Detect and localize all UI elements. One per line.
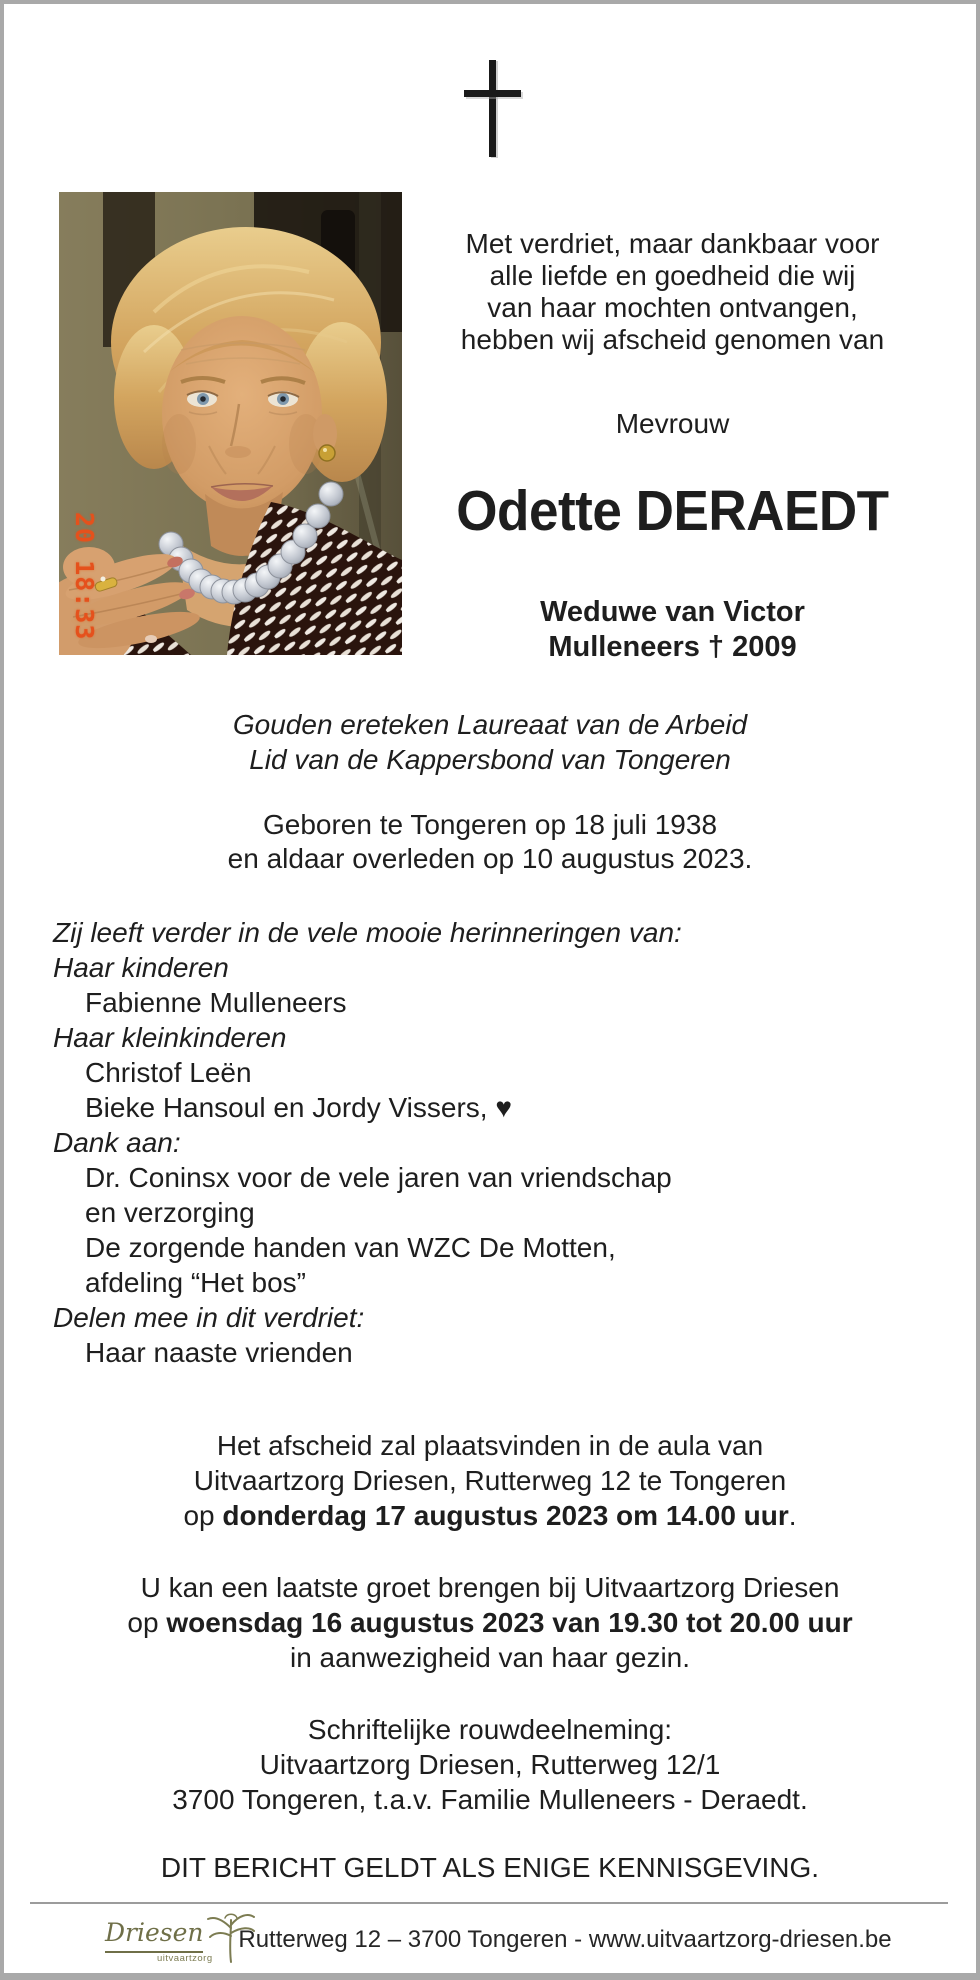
visitation-info	[0, 1570, 980, 1675]
family-member: Bieke Hansoul en Jordy Vissers, ♥	[85, 1092, 512, 1123]
intro-line: alle liefde en goedheid die wij	[489, 260, 856, 291]
visitation-date-prefix: op	[127, 1607, 167, 1638]
life-dates-line: en aldaar overleden op 10 augustus 2023.	[227, 843, 753, 874]
condolence-line: 3700 Tongeren, t.a.v. Familie Mulleneers - Deraedt.	[172, 1784, 808, 1815]
logo-subtitle: uitvaartzorg	[157, 1953, 213, 1964]
funeral-date: donderdag 17 augustus 2023 om 14.00 uur	[222, 1500, 789, 1531]
footer-address: Rutterweg 12 – 3700 Tongeren - www.uitvaartzorg-driesen.be	[238, 1926, 892, 1953]
deceased-name	[385, 481, 960, 541]
widow-of	[385, 595, 960, 665]
salutation: Mevrouw	[615, 408, 730, 439]
photo-timestamp: 20 18:33	[70, 512, 99, 641]
condolence-info	[0, 1712, 980, 1817]
intro-line: hebben wij afscheid genomen van	[460, 324, 885, 355]
family-list	[53, 915, 682, 1370]
visitation-line: U kan een laatste groet brengen bij Uitvaartzorg Driesen	[140, 1572, 840, 1603]
life-dates	[0, 808, 980, 876]
family-member: Fabienne Mulleneers	[85, 987, 347, 1018]
funeral-line: Het afscheid zal plaatsvinden in de aula van	[216, 1430, 764, 1461]
honors	[0, 707, 980, 777]
cross-icon-bar	[464, 90, 521, 97]
cross-icon-stem	[489, 60, 496, 157]
family-member: Dr. Coninsx voor de vele jaren van vriendschap	[85, 1162, 672, 1193]
widow-line: Mulleneers † 2009	[548, 631, 797, 663]
family-member: afdeling “Het bos”	[85, 1267, 307, 1298]
family-intro: Zij leeft verder in de vele mooie herinneringen van:	[53, 917, 682, 948]
family-member: De zorgende handen van WZC De Motten,	[85, 1232, 616, 1263]
family-member: en verzorging	[85, 1197, 255, 1228]
life-dates-line: Geboren te Tongeren op 18 juli 1938	[262, 809, 718, 840]
sole-notification-notice: DIT BERICHT GELDT ALS ENIGE KENNISGEVING.	[160, 1852, 820, 1883]
family-header: Dank aan:	[53, 1127, 181, 1158]
family-header: Delen mee in dit verdriet:	[53, 1302, 365, 1333]
funeral-date-line	[0, 1498, 980, 1533]
intro-line: Met verdriet, maar dankbaar voor	[465, 228, 880, 259]
honors-line: Lid van de Kappersbond van Tongeren	[249, 744, 731, 775]
funeral-date-suffix: .	[788, 1500, 797, 1531]
honors-line: Gouden ereteken Laureaat van de Arbeid	[232, 709, 748, 740]
visitation-line: in aanwezigheid van haar gezin.	[289, 1642, 691, 1673]
visitation-date: woensdag 16 augustus 2023 van 19.30 tot 20.00 uur	[166, 1607, 853, 1638]
family-member: Haar naaste vrienden	[85, 1337, 353, 1368]
intro-text	[385, 228, 960, 356]
family-header: Haar kleinkinderen	[53, 1022, 287, 1053]
deceased-name-text: Odette DERAEDT	[456, 479, 889, 543]
portrait-photo	[59, 192, 402, 655]
funeral-info	[0, 1428, 980, 1533]
funeral-line: Uitvaartzorg Driesen, Rutterweg 12 te Tongeren	[193, 1465, 787, 1496]
visitation-date-line	[0, 1605, 980, 1640]
family-member: Christof Leën	[85, 1057, 252, 1088]
portrait-illustration	[59, 192, 402, 655]
family-header: Haar kinderen	[53, 952, 229, 983]
widow-line: Weduwe van Victor	[540, 596, 805, 628]
condolence-line: Uitvaartzorg Driesen, Rutterweg 12/1	[259, 1749, 721, 1780]
logo-name: Driesen	[105, 1918, 204, 1947]
funeral-date-prefix: op	[183, 1500, 223, 1531]
intro-line: van haar mochten ontvangen,	[487, 292, 858, 323]
condolence-line: Schriftelijke rouwdeelneming:	[307, 1714, 673, 1745]
footer-divider	[30, 1902, 948, 1904]
